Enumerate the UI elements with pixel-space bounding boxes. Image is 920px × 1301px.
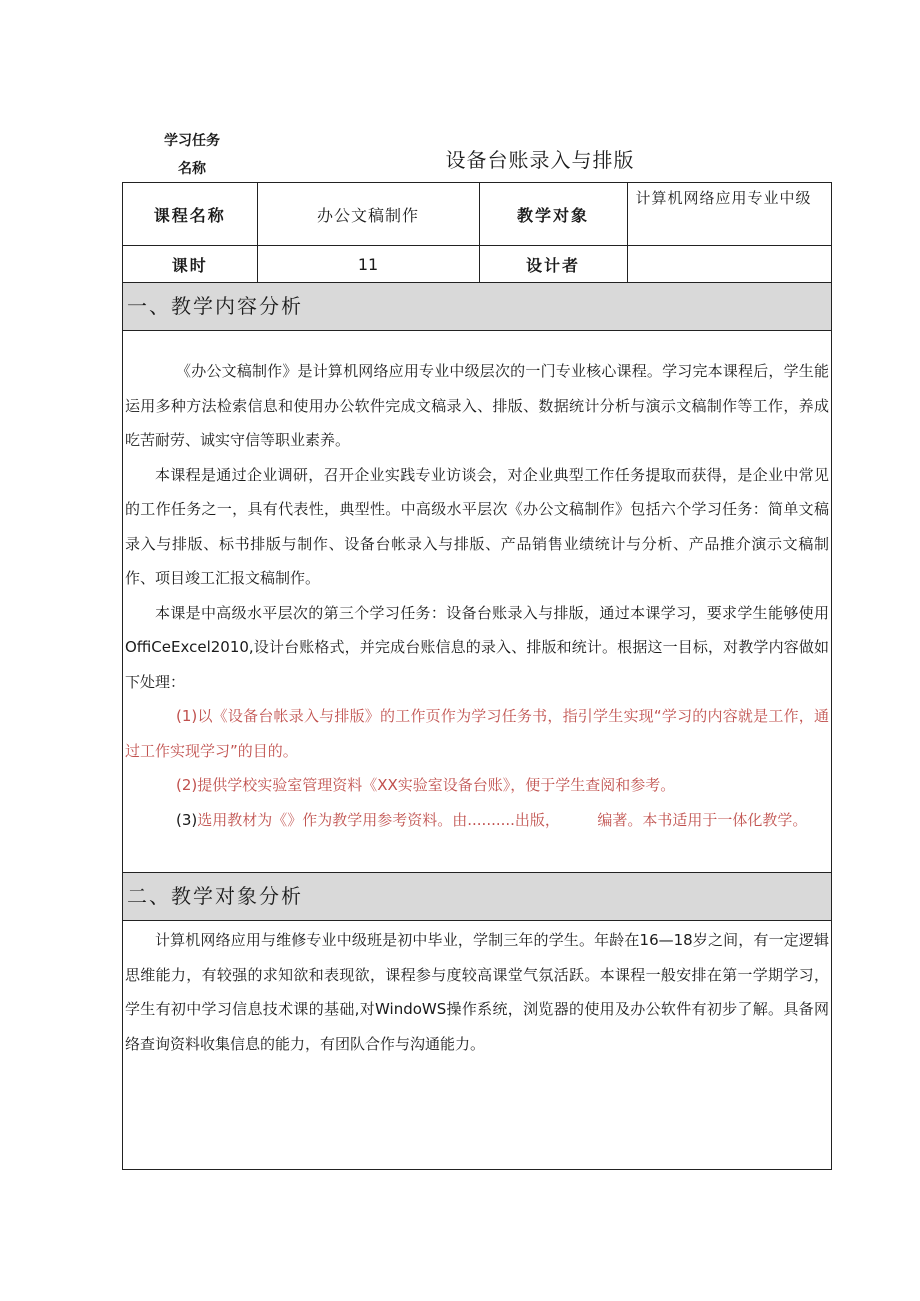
course-name-value: 办公文稿制作: [257, 183, 479, 246]
task-title: 设备台账录入与排版: [445, 148, 635, 172]
course-name-label: 课程名称: [123, 183, 257, 246]
item3-number: (3): [176, 810, 198, 829]
hours-label: 课时: [123, 246, 257, 283]
task-name-label: [152, 127, 232, 183]
task-label-line2: 名称: [178, 161, 206, 177]
course-info-table: [123, 183, 831, 283]
audience-label: 教学对象: [479, 183, 627, 246]
list-item: [125, 803, 829, 838]
section-heading-content-analysis: 一、教学内容分析: [123, 283, 831, 331]
document-frame: [122, 182, 832, 1170]
list-item: (2)提供学校实验室管理资料《XX实验室设备台账》，便于学生查阅和参考。: [176, 776, 676, 794]
section-body-audience-analysis: [123, 921, 831, 1061]
paragraph: 本课是中高级水平层次的第三个学习任务：设备台账录入与排版，通过本课学习，要求学生能够使用OffiCeExcel2010,设计台账格式，并完成台账信息的录入、排版和统计。根据这一目标，对教学内容做如下处理：: [125, 603, 829, 691]
paragraph: 计算机网络应用与维修专业中级班是初中毕业，学制三年的学生。年龄在16—18岁之间，有一定逻辑思维能力，有较强的求知欲和表现欲，课程参与度较高课堂气氛活跃。本课程一般安排在第一学期学习，学生有初中学习信息技术课的基础,对WindoWS操作系统，浏览器的使用及办公软件有初步了解。具备网络查询资料收集信息的能力，有团队合作与沟通能力。: [125, 931, 829, 1053]
paragraph: 《办公文稿制作》是计算机网络应用专业中级层次的一门专业核心课程。学习完本课程后，学生能运用多种方法检索信息和使用办公软件完成文稿录入、排版、数据统计分析与演示文稿制作等工作，养成吃苦耐劳、诚实守信等职业素养。: [125, 362, 829, 449]
designer-value: [627, 246, 831, 283]
hours-value: 11: [257, 246, 479, 283]
list-item: (1)以《设备台帐录入与排版》的工作页作为学习任务书，指引学生实现“学习的内容就是工作，通过工作实现学习”的目的。: [125, 707, 829, 760]
task-label-line1: 学习任务: [164, 133, 220, 149]
item3-text: 选用教材为《》作为教学用参考资料。由..........出版， 编著。本书适用于一体化教学。: [197, 810, 808, 829]
audience-value: 计算机网络应用专业中级: [627, 183, 831, 246]
designer-label: 设计者: [479, 246, 627, 283]
table-row: [123, 183, 831, 246]
table-row: [123, 246, 831, 283]
section-heading-audience-analysis: 二、教学对象分析: [123, 873, 831, 921]
paragraph: 本课程是通过企业调研，召开企业实践专业访谈会，对企业典型工作任务提取而获得，是企业中常见的工作任务之一，具有代表性，典型性。中高级水平层次《办公文稿制作》包括六个学习任务：简单文稿录入与排版、标书排版与制作、设备台帐录入与排版、产品销售业绩统计与分析、产品推介演示文稿制作、项目竣工汇报文稿制作。: [125, 465, 829, 587]
section-body-content-analysis: [123, 331, 831, 873]
